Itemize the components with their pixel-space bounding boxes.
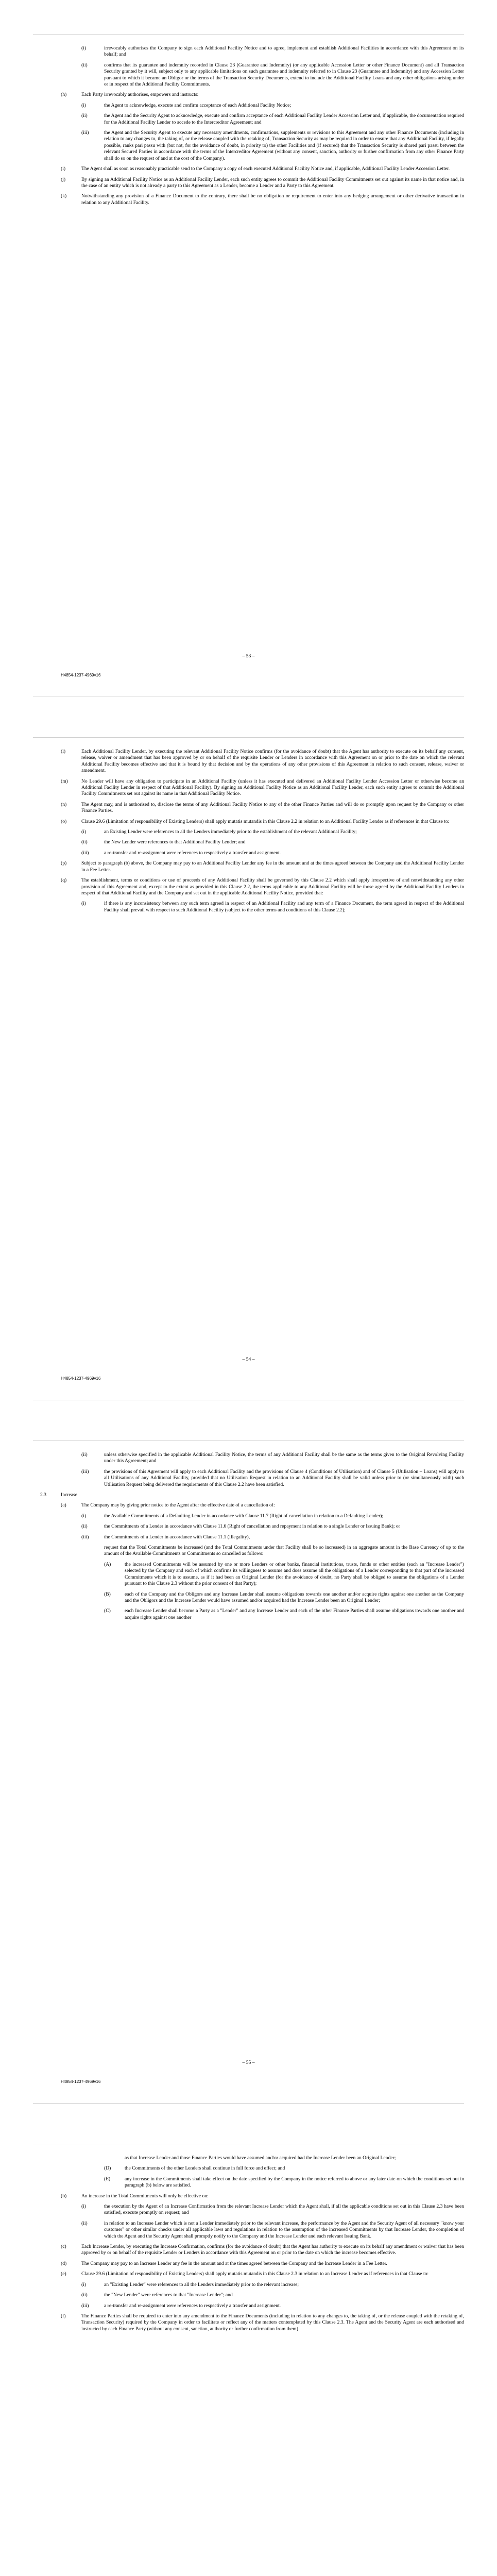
item-label: (e) xyxy=(61,2271,66,2277)
item-text: the New Lender were references to that Additional Facility Lender; and xyxy=(104,839,246,845)
page-number: – 55 – xyxy=(242,2060,255,2065)
clause-item xyxy=(81,1534,464,1540)
item-label: (iii) xyxy=(81,1534,89,1540)
item-label: (k) xyxy=(61,193,67,199)
item-label: (q) xyxy=(61,877,67,884)
item-label: (A) xyxy=(104,1561,111,1567)
continuation-paragraph: as that Increase Lender and those Finance Parties would have assumed and/or acquired had the Increase Lender been an Original Lender; xyxy=(125,2155,396,2161)
item-text: The Agent shall as soon as reasonably practicable send to the Company a copy of each executed Additional Facility Notice and, if applicable, Additional Facility Lender Accession Letter. xyxy=(81,166,450,172)
item-text: An increase in the Total Commitments will only be effective on: xyxy=(81,2193,209,2199)
page-number: – 53 – xyxy=(242,653,255,659)
item-label: (i) xyxy=(81,102,87,108)
clause-item xyxy=(104,1591,464,1604)
clause-item xyxy=(61,877,464,896)
footer-reference: H4854-1237-4969v16 xyxy=(61,1376,101,1381)
item-text: the increased Commitments will be assumed by one or more Lenders or other banks, financial institutions, trusts, funds or other entities (each an "Increase Lender") selected by the Company and each of which confirms its willingness to assume and does assume all the obligations of a Lender corresponding to that part of the increased Commitments which it is to assume, as if it had been an Original Lender (for the avoidance of doubt, no Party shall be obliged to assume the obligations of a Lender pursuant to this Clause 2.3 without the prior consent of that Party); xyxy=(125,1561,464,1587)
clause-item xyxy=(104,1608,464,1621)
item-text: an Existing Lender were references to all the Lenders immediately prior to the establishment of the relevant Additional Facility; xyxy=(104,829,357,835)
clause-item xyxy=(81,2303,464,2309)
item-text: Clause 29.6 (Limitation of responsibility of Existing Lenders) shall apply mutatis mutandis in this Clause 2.2 in relation to an Additional Facility Lender as if references in that Clause to: xyxy=(81,818,450,824)
item-label: (m) xyxy=(61,778,68,784)
item-label: (iii) xyxy=(81,1468,89,1475)
item-label: (ii) xyxy=(81,2292,88,2298)
page-content xyxy=(61,45,464,210)
item-label: (ii) xyxy=(81,62,88,68)
item-text: No Lender will have any obligation to participate in an Additional Facility (unless it has executed and delivered an Additional Facility Lender Accession Letter or otherwise become an Additional Facility Lender in respect of that Additional Facility). By signing an Additional Facility Notice as an Additional Facility Lender, each such entity agrees to commit the Additional Facility Commitments set out against its name in that Additional Facility Notice. xyxy=(81,778,464,797)
page-content xyxy=(40,1452,464,1625)
item-text: the Agent to acknowledge, execute and confirm acceptance of each Additional Facility Notice; xyxy=(104,102,292,108)
clause-item xyxy=(81,1452,464,1465)
item-label: (iii) xyxy=(81,2302,89,2309)
clause-item xyxy=(61,819,464,825)
page-number: – 54 – xyxy=(242,1357,255,1362)
item-text: confirms that its guarantee and indemnity recorded in Clause 23 (Guarantee and Indemnity) (or any applicable Accession Letter or other Finance Document) and all Transaction Security granted by it will, subject only to any applicable limitations on such guarantee and indemnity referred to in Clause 23 (Guarantee and Indemnity) and any Accession Letter pursuant to which it became an Obligor or the terms of the Transaction Security Documents, extend to include the Additional Facility Loans and any other obligations arising under or in respect of the Additional Facility Commitments. xyxy=(104,62,464,88)
clause-item xyxy=(61,2313,464,2332)
item-label: (i) xyxy=(61,166,66,172)
item-label: (n) xyxy=(61,801,67,807)
item-text: the "New Lender" were references to that "Increase Lender"; and xyxy=(104,2292,233,2298)
item-label: (j) xyxy=(61,176,66,182)
clause-item xyxy=(81,1469,464,1488)
item-text: any increase in the Commitments shall take effect on the date specified by the Company in the notice referred to above or any later date on which the conditions set out in paragraph (b) below are satisfied. xyxy=(125,2176,464,2189)
item-text: The Company may pay to an Increase Lender any fee in the amount and at the times agreed between the Company and the Increase Lender in a Fee Letter. xyxy=(81,2260,387,2266)
footer-reference: H4854-1237-4969v16 xyxy=(61,673,101,677)
item-text: the execution by the Agent of an Increase Confirmation from the relevant Increase Lender which the Agent shall, if all the applicable conditions set out in this Clause 2.3 have been satisfied, execute promptly on request; and xyxy=(104,2204,464,2216)
clause-heading xyxy=(40,1492,464,1498)
item-text: each Increase Lender shall become a Party as a "Lender" and any Increase Lender and each of the other Finance Parties shall assume obligations towards one another and acquire rights against one another xyxy=(125,1608,464,1620)
item-text: By signing an Additional Facility Notice as an Additional Facility Lender, each such entity agrees to commit the Additional Facility Commitments set out against its name in that notice and, in the case of an entity which is not already a party to this Agreement as a Lender, become a Lender and a Party to this Agreement. xyxy=(81,176,464,189)
clause-item xyxy=(81,839,464,845)
item-label: (l) xyxy=(61,749,66,754)
item-label: (o) xyxy=(61,818,67,824)
item-text: The Finance Parties shall be required to enter into any amendment to the Finance Documents (including in relation to any changes to, the taking of, or the release coupled with the retaking of, Transaction Security) required by the Company in order to facilitate or reflect any of the matters contemplated by this Clause 2.3. The Agent and the Security Agent are each authorised and instructed by each Finance Party (without any consent, sanction, authority or further confirmation from them) xyxy=(81,2313,464,2332)
item-text: Each Increase Lender, by executing the Increase Confirmation, confirms (for the avoidance of doubt) that the Agent has authority to execute on its behalf any amendment or waiver that has been approved by or on behalf of the requisite Lender or Lenders in accordance with this Agreement on or prior to the date on which the increase becomes effective. xyxy=(81,2244,464,2256)
clause-item xyxy=(81,2204,464,2216)
item-text: each of the Company and the Obligors and any Increase Lender shall assume obligations towards one another and/or acquire rights against one another as the Company and the Obligors and the Increase Lender would have assumed and/or acquired had the Increase Lender been an Original Lender; xyxy=(125,1591,464,1603)
clause-item xyxy=(81,1513,464,1519)
item-label: (i) xyxy=(81,901,87,907)
clause-item xyxy=(61,193,464,206)
page xyxy=(0,703,497,1406)
item-text: a re-transfer and re-assignment were references to respectively a transfer and assignment. xyxy=(104,850,281,856)
item-text: the Agent and the Security Agent to acknowledge, execute and confirm acceptance of each Additional Facility Lender Accession Letter and, if applicable, the documentation required for the Additional Facility Lender to accede to the Intercreditor Agreement; and xyxy=(104,113,464,125)
item-label: (i) xyxy=(81,829,87,835)
item-text: an "Existing Lender" were references to all the Lenders immediately prior to the relevant increase; xyxy=(104,2281,299,2287)
page-content xyxy=(61,749,464,918)
item-text: the provisions of this Agreement will apply to each Additional Facility and the provisions of Clause 4 (Conditions of Utilisation) and of Clause 5 (Utilisation – Loans) will apply to all Utilisations of any Additional Facility, provided that no Utilisation Request in relation to an Additional Facility shall be valid unless prior to (or simultaneously with) such Utilisation Request being delivered the requirements of this Clause 2.2 have been satisfied. xyxy=(104,1468,464,1487)
clause-item xyxy=(61,177,464,190)
clause-item xyxy=(61,2244,464,2257)
page-top-rule xyxy=(33,737,464,738)
clause-item xyxy=(81,1523,464,1530)
item-label: (iii) xyxy=(81,130,89,136)
item-text: the Available Commitments of a Defaulting Lender in accordance with Clause 11.7 (Right of cancellation in relation to a Defaulting Lender); xyxy=(104,1513,384,1519)
item-text: in relation to an Increase Lender which is not a Lender immediately prior to the relevant increase, the performance by the Agent and the Security Agent of all necessary "know your customer" or other similar checks under all applicable laws and regulations in relation to the assumption of the increased Commitments by that Increase Lender, the completion of which the Agent and the Security Agent shall promptly notify to the Company and the Increase Lender and each relevant Issuing Bank. xyxy=(104,2220,464,2239)
item-text: Each Additional Facility Lender, by executing the relevant Additional Facility Notice confirms (for the avoidance of doubt) that the Agent has authority to execute on its behalf any consent, release, waiver or amendment that has been approved by or on behalf of the requisite Lender or Lenders in accordance with this Agreement on or prior to the date on which the relevant Additional Facility becomes effective and that it is bound by that decision and by the operations of any other provisions of this Agreement in relation to such consent, release, waiver or amendment. xyxy=(81,749,464,774)
item-label: (i) xyxy=(81,2204,87,2210)
item-label: (ii) xyxy=(81,1523,88,1530)
clause-item xyxy=(104,1562,464,1587)
clause-item xyxy=(104,2165,464,2172)
footer-reference: H4854-1237-4969v16 xyxy=(61,2079,101,2084)
clause-item xyxy=(81,901,464,913)
page xyxy=(0,0,497,703)
item-label: (D) xyxy=(104,2165,111,2172)
item-label: (ii) xyxy=(81,1452,88,1458)
item-text: The Agent may, and is authorised to, disclose the terms of any Additional Facility Notice to any of the other Finance Parties and will do so promptly upon request by the Company or other Finance Parties. xyxy=(81,801,464,814)
clause-item xyxy=(81,62,464,88)
item-label: (i) xyxy=(81,45,87,51)
clause-item xyxy=(81,2282,464,2288)
clause-item xyxy=(104,2176,464,2189)
page-content xyxy=(61,2155,464,2336)
item-label: (ii) xyxy=(81,113,88,119)
item-label: (d) xyxy=(61,2260,67,2266)
item-text: unless otherwise specified in the applicable Additional Facility Notice, the terms of any Additional Facility shall be the same as the terms given to the Original Revolving Facility under this Agreement; and xyxy=(104,1452,464,1464)
page xyxy=(0,2110,497,2576)
clause-item xyxy=(81,130,464,162)
clause-item xyxy=(81,113,464,126)
clause-item xyxy=(81,829,464,835)
item-text: Clause 29.6 (Limitation of responsibility of Existing Lenders) shall apply mutatis mutandis in this Clause 2.3 in relation to an Increase Lender as if references in that Clause to: xyxy=(81,2271,429,2277)
item-label: (ii) xyxy=(81,839,88,845)
page-top-rule xyxy=(33,34,464,35)
clause-item xyxy=(61,802,464,815)
item-label: (i) xyxy=(81,1513,87,1519)
clause-item xyxy=(61,749,464,774)
item-text: Subject to paragraph (b) above, the Company may pay to an Additional Facility Lender any fee in the amount and at the times agreed between the Company and the Additional Facility Lender in a Fee Letter. xyxy=(81,860,464,873)
item-label: (iii) xyxy=(81,850,89,856)
clause-item xyxy=(61,92,464,98)
item-label: 2.3 xyxy=(40,1492,46,1498)
item-label: (p) xyxy=(61,860,67,867)
item-text: irrevocably authorises the Company to sign each Additional Facility Notice and to agree, implement and establish Additional Facilities in accordance with this Agreement on its behalf; and xyxy=(104,45,464,58)
item-label: (C) xyxy=(104,1608,111,1614)
item-label: (B) xyxy=(104,1591,111,1597)
item-label: (c) xyxy=(61,2244,66,2250)
item-text: the Commitments of the other Lenders shall continue in full force and effect; and xyxy=(125,2165,285,2172)
item-text: Each Party irrevocably authorises, empowers and instructs: xyxy=(81,92,199,98)
item-label: (i) xyxy=(81,2281,87,2287)
item-label: (h) xyxy=(61,92,67,98)
page-bottom-rule xyxy=(33,2103,464,2104)
item-text: The establishment, terms or conditions or use of proceeds of any Additional Facility shall be governed by this Clause 2.2 which shall apply irrespective of and notwithstanding any other provision of this Agreement and, except to the extent as provided in this Clause 2.2, the terms applicable to any Additional Facility will be those agreed by the Additional Facility Lenders in respect of that Additional Facility and the Company and set out in the applicable Additional Facility Notice, provided that: xyxy=(81,877,464,896)
clause-item xyxy=(81,2292,464,2298)
clause-item xyxy=(61,2193,464,2199)
item-label: (b) xyxy=(61,2193,67,2199)
page-top-rule xyxy=(33,1440,464,1441)
clause-item xyxy=(61,778,464,798)
clause-item xyxy=(81,103,464,109)
clause-item xyxy=(61,166,464,172)
item-label: (ii) xyxy=(81,2220,88,2226)
item-text: Increase xyxy=(61,1492,77,1498)
clause-item xyxy=(61,1502,464,1509)
clause-item xyxy=(61,860,464,873)
item-label: (E) xyxy=(104,2176,111,2182)
clause-item xyxy=(81,850,464,856)
item-text: the Commitments of a Lender in accordance with Clause 11.6 (Right of cancellation and repayment in relation to a single Lender or Issuing Bank); or xyxy=(104,1523,400,1530)
page xyxy=(0,1406,497,2110)
item-text: the Agent and the Security Agent to execute any necessary amendments, confirmations, supplements or revisions to this Agreement and any other Finance Documents (including in relation to any changes to, the taking of, or the release coupled with the retaking of, Transaction Security as may be required in order to ensure that any Additional Facility, if legally possible, ranks pari passu with (but not, for the avoidance of doubt, in priority to) the other Facilities and (if secured) that the Transaction Security is shared pari passu between the relevant Secured Parties in accordance with the terms of the Intercreditor Agreement (without any consent, sanction, authority or further confirmation from any other Finance Party shall do so on the request of and at the cost of the Company). xyxy=(104,130,464,161)
clause-item xyxy=(81,45,464,58)
item-text: the Commitments of a Lender in accordance with Clause 11.1 (Illegality), xyxy=(104,1534,250,1540)
continuation-paragraph: request that the Total Commitments be increased (and the Total Commitments under that Facility shall be so increased) in an aggregate amount in the Base Currency of up to the amount of the Available Commitments or Commitments so cancelled as follows: xyxy=(104,1545,464,1557)
item-label: (f) xyxy=(61,2313,66,2319)
item-text: Notwithstanding any provision of a Finance Document to the contrary, there shall be no obligation or requirement to enter into any hedging arrangement or other derivative transaction in relation to any Additional Facility. xyxy=(81,193,464,206)
clause-item xyxy=(61,2271,464,2277)
clause-item xyxy=(61,2261,464,2267)
item-text: a re-transfer and re-assignment were references to respectively a transfer and assignment. xyxy=(104,2302,281,2309)
clause-item xyxy=(81,2221,464,2240)
item-text: The Company may by giving prior notice to the Agent after the effective date of a cancellation of: xyxy=(81,1502,275,1509)
item-text: if there is any inconsistency between any such term agreed in respect of an Additional Facility and any term of a Finance Document, the term agreed in respect of the Additional Facility shall prevail with respect to such Additional Facility (subject to the other terms and conditions of this Clause 2.2); xyxy=(104,901,464,913)
item-label: (a) xyxy=(61,1502,66,1509)
